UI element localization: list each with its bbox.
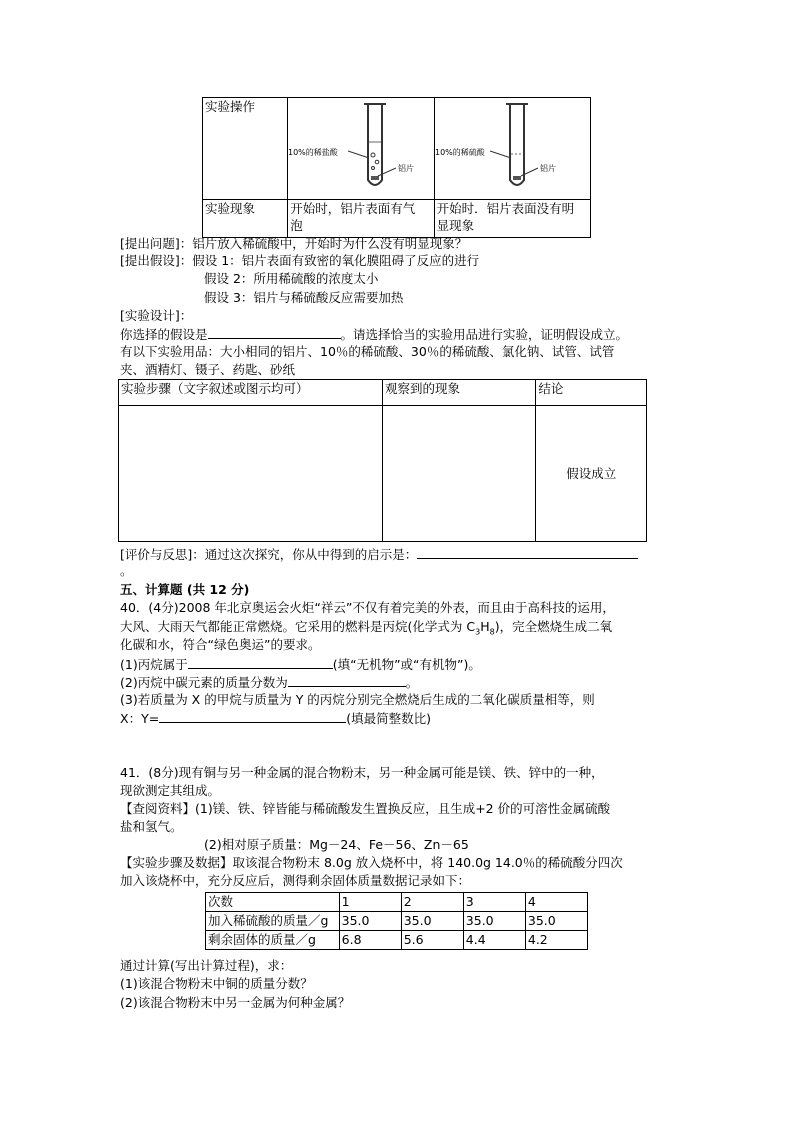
header-trial-2: 2 [403,894,412,909]
q40-part-3-suffix: (填最简整数比) [346,711,431,726]
q41-ask: 通过计算(写出计算过程)，求： [120,958,293,973]
solid-value-4: 4.2 [527,932,548,947]
reflection-end: 。 [120,563,133,578]
observation-2-line2: 显现象 [436,218,475,233]
label-pointer [378,168,396,176]
table-row [206,912,588,931]
operation-label: 实验操作 [205,99,256,114]
q41-ask-1: (1)该混合物粉末中铜的质量分数？ [120,976,313,991]
test-tube-hcl-figure [288,98,433,195]
solid-value-3: 4.4 [465,932,486,947]
q41-reference-line-1: 【查阅资料】(1)镁、铁、锌皆能与稀硫酸发生置换反应，且生成+2 价的可溶性金属硫酸 [120,801,611,816]
table-cell [463,931,525,950]
bubble [375,160,379,164]
tube-cell-2 [434,98,590,200]
phenomenon-label: 实验现象 [205,201,256,216]
table-cell [206,931,340,950]
q40-part-1-prefix: (1)丙烷属于 [120,657,188,672]
observations-header: 观察到的现象 [384,381,460,396]
observation-2 [434,200,590,238]
table-cell [463,912,525,931]
choose-suffix: 。请选择恰当的实验用品进行实验，证明假设成立。 [340,327,629,342]
q40-part-1 [120,655,481,673]
observation-1-line1: 开始时，铝片表面有气 [290,201,416,216]
choose-prefix: 你选择的假设是 [120,327,208,342]
hypothesis-3: 假设 3：铝片与稀硫酸反应需要加热 [204,290,404,305]
acid-value-1: 35.0 [341,913,370,928]
steps-answer-cell[interactable] [119,406,383,542]
q41-line-1: 41．(8分)现有铜与另一种金属的混合物粉末，另一种金属可能是镁、铁、锌中的一种， [120,765,604,780]
data-header-cell [525,893,587,912]
aluminum-piece-2 [513,176,521,180]
label-pointer [490,151,511,158]
q40-part-3-blank[interactable] [159,709,346,723]
table-cell [401,912,463,931]
hypothesis-1: [提出假设]：假设 1：铝片表面有致密的氧化膜阻碍了反应的进行 [120,253,480,268]
q40-part-1-blank[interactable] [188,655,333,669]
tube-1-piece-label: 铝片 [398,164,415,173]
q40-line-2-text: 大风、大雨天气都能正常燃烧。它采用的燃料是丙烷(化学式为 C [120,619,476,634]
experiment-table [202,97,591,238]
q40-part-2-suffix: 。 [405,675,419,690]
supplies-line-2: 夹、酒精灯、镊子、药匙、砂纸 [120,362,296,377]
tube-1-acid-label: 10%的稀盐酸 [288,148,338,157]
tube-2-outline [510,104,524,185]
design-header-conclusion [536,380,647,406]
table-cell [525,912,587,931]
conclusion-text: 假设成立 [566,466,617,481]
design-heading: [实验设计]： [120,308,193,323]
reflection-line [120,545,638,563]
design-table [118,379,647,542]
q40-line-3: 化碳和水，符合“绿色奥运”的要求。 [120,637,321,652]
design-header-observations [382,380,535,406]
observation-2-line1: 开始时．铝片表面没有明 [436,201,575,216]
hypothesis-answer-blank[interactable] [208,325,341,339]
acid-value-4: 35.0 [527,913,556,928]
acid-value-2: 35.0 [403,913,432,928]
q41-line-2: 现欲测定其组成。 [120,783,221,798]
row-solid-label: 剩余固体的质量／g [208,932,316,947]
q40-part-2 [120,673,418,691]
header-trial-4: 4 [527,894,536,909]
data-header-cell [463,893,525,912]
q41-experiment-line-1: 【实验步骤及数据】取该混合物粉末 8.0g 放入烧杯中，将 140.0g 14.0％的稀硫酸分四次 [120,855,623,870]
table-cell [401,931,463,950]
q41-experiment-line-2: 加入该烧杯中，充分反应后，测得剩余固体质量数据记录如下： [120,873,471,888]
conclusion-cell [536,406,647,542]
tube-1-outline [368,104,382,185]
q41-ask-2: (2)该混合物粉末中另一金属为何种金属？ [120,995,351,1010]
q40-line-1: 40．(4分)2008 年北京奥运会火炬“祥云”不仅有着完美的外表，而且由于高科技的运用， [120,600,615,615]
row-label-phenomenon [203,200,288,238]
table-cell [525,931,587,950]
table-cell [206,912,340,931]
q40-part-3-line-1: (3)若质量为 X 的甲烷与质量为 Y 的丙烷分别完全燃烧后生成的二氧化碳质量相等，则 [120,692,595,707]
formula-sub-h: 8 [489,627,495,637]
section-title: 五、计算题 (共 12 分) [120,582,250,597]
hypothesis-2: 假设 2：所用稀硫酸的浓度太小 [204,271,379,286]
q40-line-2-end: )，完全燃烧生成二氧 [494,619,613,634]
bubble [371,153,375,157]
row-label-operation [203,98,288,200]
reflection-answer-blank[interactable] [417,545,638,559]
steps-header: 实验步骤（文字叙述或图示均可） [121,381,309,396]
q40-part-3-line-2 [120,709,431,727]
formula-sub-c: 3 [475,627,481,637]
data-header-cell [401,893,463,912]
solid-value-2: 5.6 [403,932,424,947]
header-trial-3: 3 [465,894,474,909]
header-trial-1: 1 [341,894,350,909]
label-pointer [348,151,369,158]
table-cell [339,912,401,931]
tube-2-acid-label: 10%的稀硫酸 [434,148,485,157]
q40-part-2-prefix: (2)丙烷中碳元素的质量分数为 [120,675,288,690]
bubble [372,167,375,170]
row-acid-label: 加入稀硫酸的质量／g [208,913,329,928]
header-trials: 次数 [208,894,234,909]
table-row [206,931,588,950]
q41-reference-line-3: (2)相对原子质量：Mg－24、Fe－56、Zn－65 [204,837,469,852]
choose-hypothesis-line [120,325,628,343]
table-cell [339,931,401,950]
data-header-cell [206,893,340,912]
solid-value-1: 6.8 [341,932,362,947]
observations-answer-cell[interactable] [382,406,535,542]
aluminum-piece-1 [371,176,379,180]
supplies-line-1: 有以下实验用品：大小相同的铝片、10％的稀硫酸、30％的稀硫酸、氯化钠、试管、试管 [120,344,615,359]
test-tube-h2so4-figure [435,98,590,195]
q41-reference-line-2: 盐和氢气。 [120,819,183,834]
acid-value-3: 35.0 [465,913,494,928]
data-header-cell [339,893,401,912]
question-text: [提出问题]：铝片放入稀硫酸中，开始时为什么没有明显现象？ [120,236,468,251]
observation-1 [288,200,434,238]
data-table [205,892,588,950]
q40-part-2-blank[interactable] [288,673,406,687]
q40-part-3-prefix: X：Y= [120,711,160,726]
tube-cell-1 [288,98,434,200]
reflection-prefix: [评价与反思]：通过这次探究，你从中得到的启示是： [120,547,418,562]
tube-2-piece-label: 铝片 [539,164,556,173]
q40-part-1-suffix: (填“无机物”或“有机物”)。 [332,657,481,672]
design-header-steps [119,380,383,406]
conclusion-header: 结论 [538,381,564,396]
observation-1-line2: 泡 [290,218,303,233]
formula-h: H [480,619,490,634]
